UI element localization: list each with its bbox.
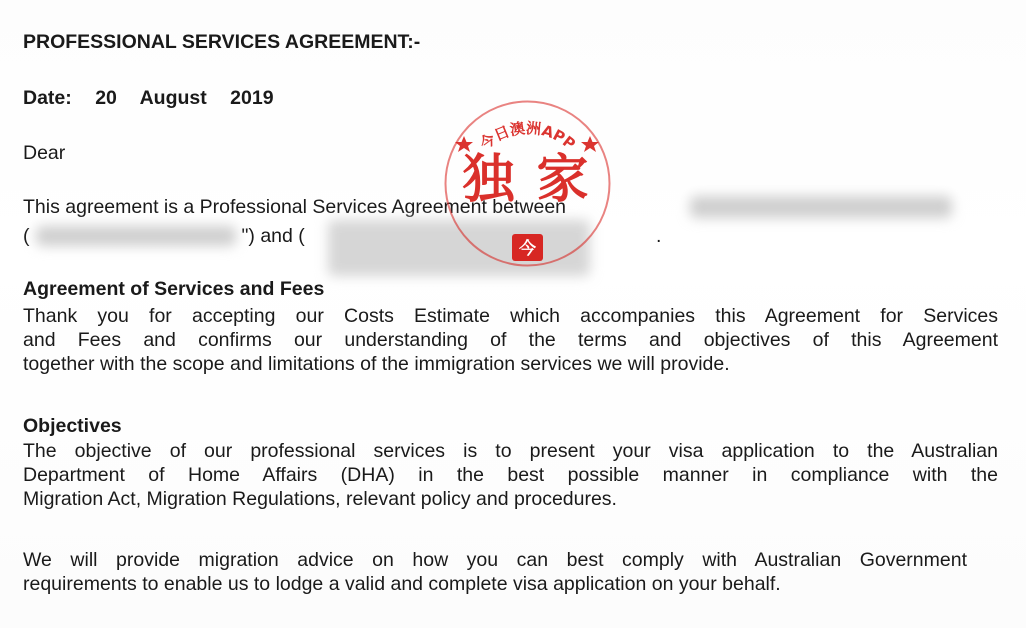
- intro-line-1: This agreement is a Professional Services Agreement between: [23, 196, 567, 218]
- redacted-party-name-1: [690, 196, 952, 218]
- section-body-advice: [23, 548, 967, 596]
- intro-period: .: [656, 225, 662, 247]
- paragraph-line: and Fees and confirms our understanding of the terms and objectives of this Agreement: [23, 329, 998, 351]
- date-line: [23, 86, 292, 110]
- date-year: 2019: [230, 87, 274, 109]
- section-heading-services-fees: Agreement of Services and Fees: [23, 278, 325, 300]
- section-heading-objectives: Objectives: [23, 415, 122, 437]
- paragraph-line: Thank you for accepting our Costs Estimate which accompanies this Agreement for Services: [23, 305, 998, 327]
- section-body-services-fees: [23, 304, 998, 376]
- section-body-objectives: [23, 439, 998, 511]
- watermark-badge-glyph: 今: [519, 239, 536, 259]
- watermark-main-text: 独家: [462, 150, 611, 210]
- date-month: August: [139, 87, 207, 109]
- watermark-arc-text: 今日澳洲APP: [476, 119, 579, 154]
- paragraph-line: We will provide migration advice on how you can best comply with Australian Government: [23, 549, 967, 571]
- paragraph-line: together with the scope and limitations of the immigration services we will provide.: [23, 353, 730, 375]
- intro-paren-open: (: [23, 225, 30, 247]
- document-title: PROFESSIONAL SERVICES AGREEMENT:-: [23, 31, 421, 53]
- redacted-party-alias: [36, 226, 236, 246]
- salutation: Dear: [23, 142, 66, 164]
- paragraph-line: The objective of our professional services is to present your visa application to the Australian: [23, 440, 998, 462]
- paragraph-line: Department of Home Affairs (DHA) in the best possible manner in compliance with the: [23, 464, 998, 486]
- paragraph-line: Migration Act, Migration Regulations, relevant policy and procedures.: [23, 488, 617, 510]
- paragraph-line: requirements to enable us to lodge a valid and complete visa application on your behalf.: [23, 573, 781, 595]
- intro-paren-mid: ") and (: [241, 225, 305, 247]
- date-label: Date:: [23, 87, 72, 109]
- date-day: 20: [95, 87, 117, 109]
